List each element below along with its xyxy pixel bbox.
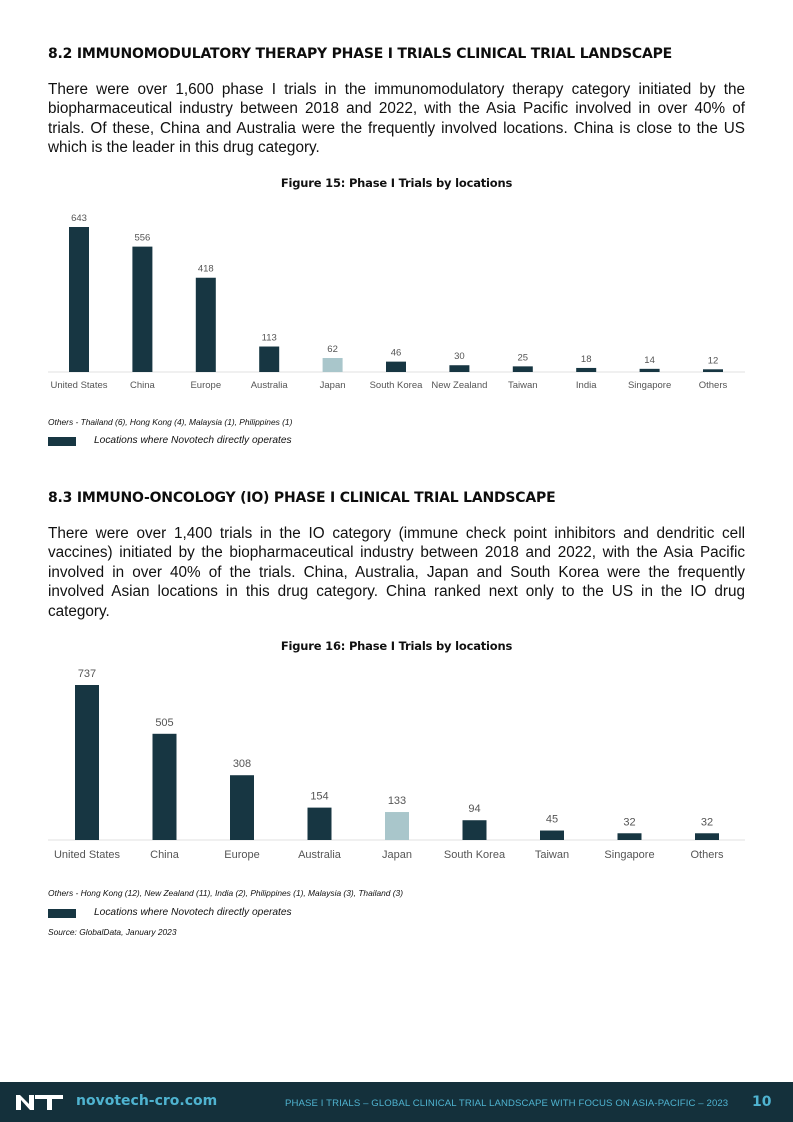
x-tick-label: Others xyxy=(698,380,728,391)
x-tick-label: China xyxy=(150,849,179,861)
data-label: 32 xyxy=(700,816,714,829)
website-link[interactable]: novotech-cro.com xyxy=(76,1093,218,1109)
data-label: 308 xyxy=(232,758,252,771)
data-label: 133 xyxy=(387,795,407,808)
bar xyxy=(576,368,596,372)
figure-15-title: Figure 15: Phase I Trials by locations xyxy=(280,176,513,190)
bar xyxy=(385,812,409,840)
x-tick-label: Singapore xyxy=(604,849,655,861)
page-footer xyxy=(0,1082,793,1122)
figure-15-others-note: Others - Thailand (6), Hong Kong (4), Malaysia (1), Philippines (1) xyxy=(48,417,293,427)
data-label: 418 xyxy=(197,263,214,275)
bar xyxy=(132,247,152,372)
bar xyxy=(259,347,279,372)
figure-15-chart xyxy=(0,200,793,400)
x-tick-label: United States xyxy=(53,849,121,861)
bar xyxy=(513,366,533,372)
figure-16-title: Figure 16: Phase I Trials by locations xyxy=(280,639,513,653)
x-tick-label: Europe xyxy=(224,849,260,861)
x-tick-label: Singapore xyxy=(627,380,672,391)
figure-15-legend xyxy=(48,435,448,447)
x-tick-label: Taiwan xyxy=(508,380,538,391)
data-label: 505 xyxy=(155,716,174,729)
bar xyxy=(153,734,177,840)
x-tick-label: United States xyxy=(50,380,108,391)
section-paragraph-8-3: There were over 1,400 trials in the IO category (immune check point inhibitors and dendritic cell vaccines) initiated by the biopharmaceutical industry between 2018 and 2022, with the Asia Pacific involved in over 40% of the trials. China, Australia, Japan and South Korea were the frequently involved Asian locations in this drug category. China ranked next only to the US in the IO drug category. xyxy=(48,525,745,620)
bar xyxy=(230,775,254,840)
data-label: 113 xyxy=(261,332,277,344)
x-tick-label: South Korea xyxy=(369,380,423,391)
data-label: 556 xyxy=(134,232,151,244)
data-label: 45 xyxy=(545,813,559,826)
bar xyxy=(540,831,564,840)
page-number: 10 xyxy=(752,1094,772,1110)
source-note: Source: GlobalData, January 2023 xyxy=(48,927,177,937)
legend-label: Locations where Novotech directly operates xyxy=(94,435,292,446)
data-label: 25 xyxy=(517,352,529,364)
document-title: PHASE I TRIALS – GLOBAL CLINICAL TRIAL LANDSCAPE WITH FOCUS ON ASIA-PACIFIC – 2023 xyxy=(285,1098,729,1109)
x-tick-label: Australia xyxy=(298,849,341,861)
bar xyxy=(308,808,332,840)
bar xyxy=(703,369,723,372)
bar xyxy=(196,278,216,372)
data-label: 12 xyxy=(707,355,719,367)
bar xyxy=(640,369,660,372)
legend-swatch xyxy=(48,437,76,446)
data-label: 737 xyxy=(77,668,97,680)
legend-swatch xyxy=(48,909,76,918)
data-label: 94 xyxy=(468,803,481,816)
bar xyxy=(618,833,642,840)
bar xyxy=(463,820,487,840)
bar xyxy=(695,833,719,840)
data-label: 154 xyxy=(310,790,329,803)
bar xyxy=(69,227,89,372)
x-tick-label: New Zealand xyxy=(431,380,488,391)
figure-16-others-note: Others - Hong Kong (12), New Zealand (11), India (2), Philippines (1), Malaysia (3), Thailand (3) xyxy=(48,888,404,898)
section-heading-8-2: 8.2 IMMUNOMODULATORY THERAPY PHASE I TRIALS CLINICAL TRIAL LANDSCAPE xyxy=(48,46,673,62)
figure-16-legend xyxy=(48,907,448,919)
novotech-logo-icon xyxy=(16,1094,64,1111)
figure-16-chart xyxy=(0,662,793,872)
bar xyxy=(323,358,343,372)
data-label: 62 xyxy=(327,344,338,356)
x-tick-label: Europe xyxy=(190,380,222,391)
x-tick-label: China xyxy=(129,380,155,391)
x-tick-label: Others xyxy=(690,849,724,861)
bar xyxy=(449,365,469,372)
data-label: 46 xyxy=(390,347,402,359)
data-label: 32 xyxy=(623,816,636,829)
x-tick-label: India xyxy=(575,380,597,391)
data-label: 14 xyxy=(644,354,655,366)
legend-label: Locations where Novotech directly operates xyxy=(94,907,292,918)
section-paragraph-8-2: There were over 1,600 phase I trials in the immunomodulatory therapy category initiated by the biopharmaceutical industry between 2018 and 2022, with the Asia Pacific involved in over 40% of trials. Of these, China and Australia were the frequently involved locations. China is close to the US which is the leader in this drug category. xyxy=(48,81,745,157)
data-label: 643 xyxy=(71,213,87,224)
section-heading-8-3: 8.3 IMMUNO-ONCOLOGY (IO) PHASE I CLINICAL TRIAL LANDSCAPE xyxy=(48,490,556,506)
x-tick-label: Australia xyxy=(250,380,288,391)
x-tick-label: South Korea xyxy=(443,849,506,861)
x-tick-label: Japan xyxy=(382,849,412,861)
x-tick-label: Taiwan xyxy=(534,849,570,861)
bar xyxy=(75,685,99,840)
bar xyxy=(386,362,406,372)
x-tick-label: Japan xyxy=(319,380,346,391)
data-label: 18 xyxy=(580,353,592,365)
data-label: 30 xyxy=(454,351,465,363)
